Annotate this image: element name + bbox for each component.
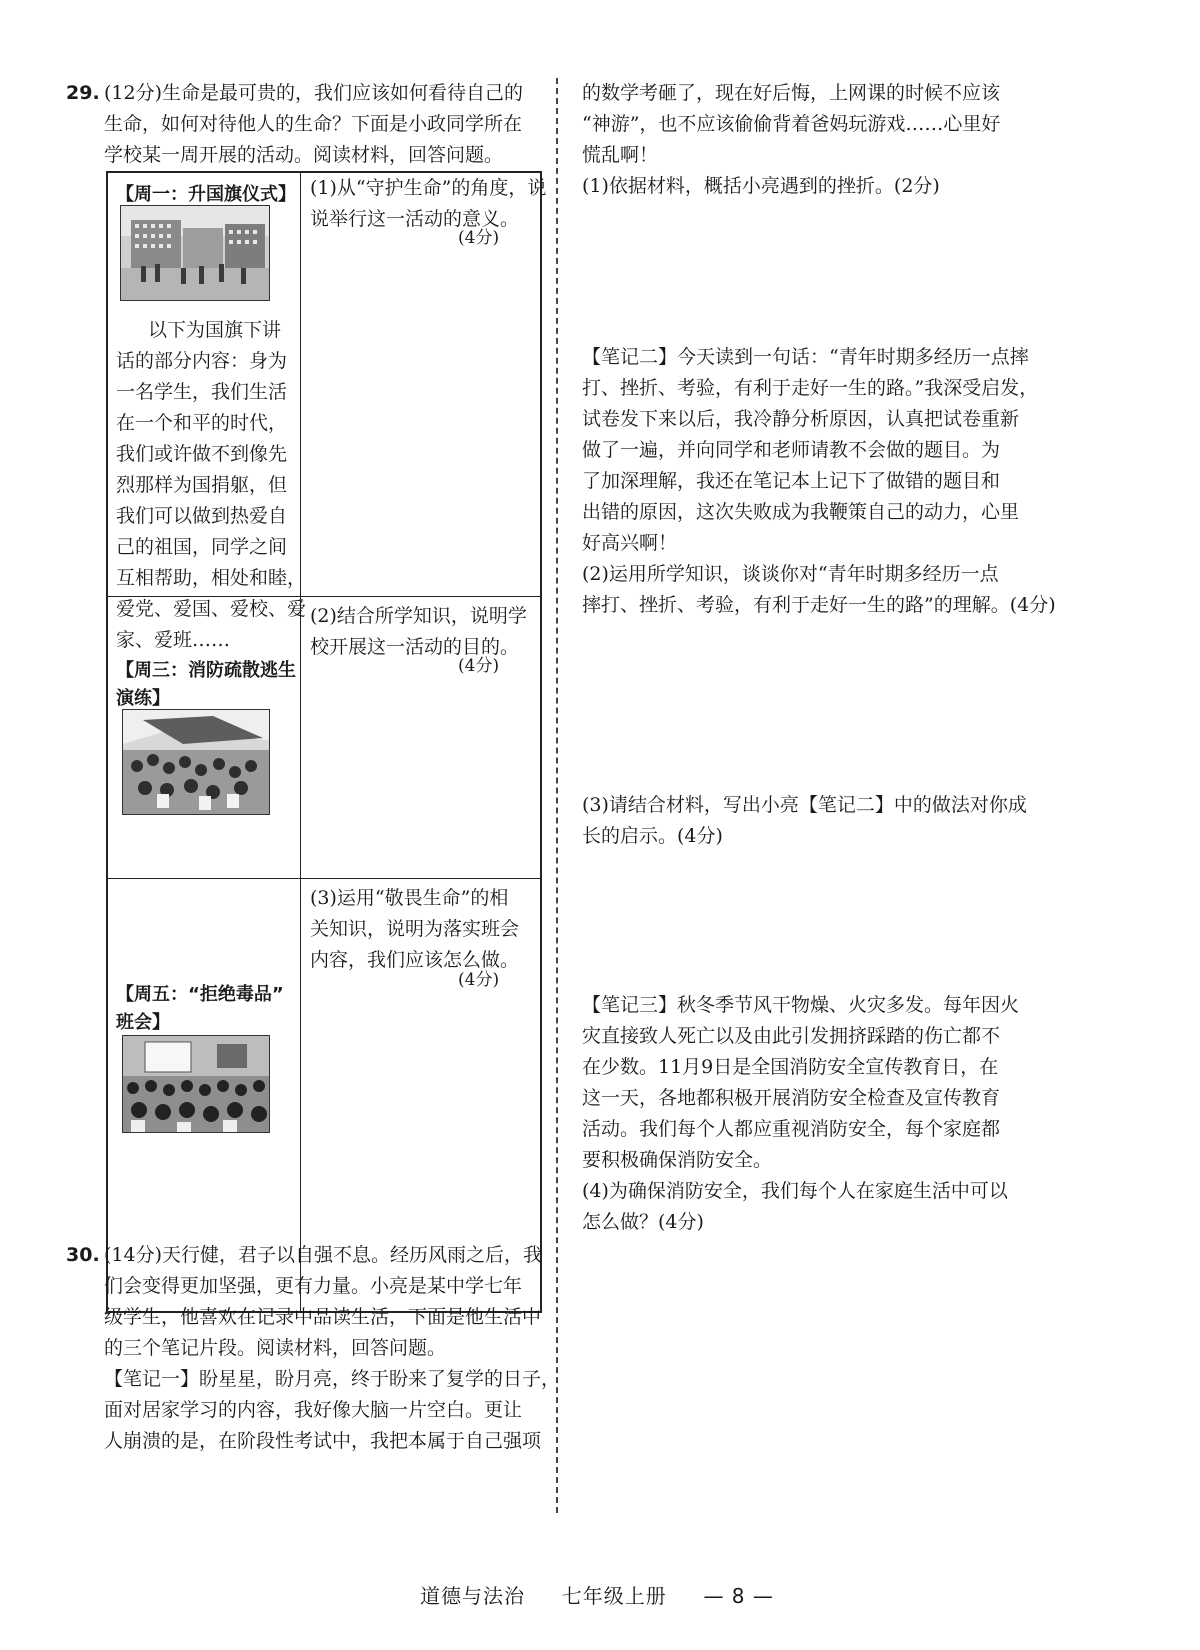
q29-intro-line-2: 生命，如何对待他人的生命？下面是小政同学所在 bbox=[104, 113, 523, 135]
subquestion-30-3-line: (3)请结合材料，写出小亮【笔记二】中的做法对你成 bbox=[582, 794, 1027, 816]
q29-intro-line-1: (12分)生命是最可贵的，我们应该如何看待自己的 bbox=[104, 82, 524, 104]
speech-text-line: 互相帮助，相处和睦， bbox=[116, 567, 307, 589]
footer-subject: 道德与法治 bbox=[420, 1584, 525, 1608]
wednesday-title-cont: 演练】 bbox=[116, 688, 170, 709]
question-number-30: 30. bbox=[66, 1244, 100, 1266]
note3-line: 灾直接致人死亡以及由此引发拥挤踩踏的伤亡都不 bbox=[582, 1025, 1001, 1047]
subquestion-30-3-line: 长的启示。(4分) bbox=[582, 825, 723, 847]
speech-text-line: 烈那样为国捐躯，但 bbox=[116, 474, 288, 496]
subquestion-2-line: (2)结合所学知识，说明学 bbox=[310, 605, 527, 627]
speech-text-line: 家、爱班…… bbox=[116, 629, 231, 651]
note1-continued-line: 慌乱啊！ bbox=[582, 144, 659, 166]
note3-line: 要积极确保消防安全。 bbox=[582, 1149, 773, 1171]
subquestion-3-points: (4分) bbox=[458, 970, 500, 990]
page-number: — 8 — bbox=[703, 1584, 774, 1608]
q30-intro-line: 级学生，他喜欢在记录中品读生活，下面是他生活中 bbox=[104, 1306, 542, 1328]
subquestion-1-points: (4分) bbox=[458, 228, 500, 248]
fire-drill-photo bbox=[122, 709, 270, 815]
question-number-29: 29. bbox=[66, 82, 100, 104]
monday-title: 【周一：升国旗仪式】 bbox=[116, 184, 296, 205]
table-column-divider bbox=[300, 173, 301, 1311]
subquestion-1-line: (1)从“守护生命”的角度，说 bbox=[310, 177, 547, 199]
note1-line: 人崩溃的是，在阶段性考试中，我把本属于自己强项 bbox=[104, 1430, 542, 1452]
friday-title-cont: 班会】 bbox=[116, 1012, 170, 1033]
subquestion-30-2-line: 摔打、挫折、考验，有利于走好一生的路”的理解。(4分) bbox=[582, 594, 1056, 616]
subquestion-2-line: 校开展这一活动的目的。 bbox=[310, 636, 520, 658]
note2-line: 做了一遍，并向同学和老师请教不会做的题目。为 bbox=[582, 439, 1001, 461]
subquestion-30-4-line: (4)为确保消防安全，我们每个人在家庭生活中可以 bbox=[582, 1180, 1008, 1202]
q30-intro-line: 们会变得更加坚强，更有力量。小亮是某中学七年 bbox=[104, 1275, 523, 1297]
speech-text-line: 一名学生，我们生活 bbox=[116, 381, 288, 403]
friday-title: 【周五：“拒绝毒品” bbox=[116, 984, 284, 1005]
activity-table bbox=[106, 171, 547, 1313]
speech-text-line: 在一个和平的时代， bbox=[116, 412, 288, 434]
note1-continued-line: 的数学考砸了，现在好后悔，上网课的时候不应该 bbox=[582, 82, 1001, 104]
subquestion-30-4-line: 怎么做？(4分) bbox=[582, 1211, 704, 1233]
note3-line: 活动。我们每个人都应重视消防安全，每个家庭都 bbox=[582, 1118, 1001, 1140]
note2-line: 试卷发下来以后，我冷静分析原因，认真把试卷重新 bbox=[582, 408, 1020, 430]
q30-intro-line: (14分)天行健，君子以自强不息。经历风雨之后，我 bbox=[104, 1244, 543, 1266]
note3-line: 【笔记三】秋冬季节风干物燥、火灾多发。每年因火 bbox=[582, 994, 1020, 1016]
q30-intro-line: 的三个笔记片段。阅读材料，回答问题。 bbox=[104, 1337, 447, 1359]
page-footer bbox=[420, 1580, 774, 1609]
column-divider bbox=[556, 78, 558, 1513]
note3-line: 这一天，各地都积极开展消防安全检查及宣传教育 bbox=[582, 1087, 1001, 1109]
note1-line: 面对居家学习的内容，我好像大脑一片空白。更让 bbox=[104, 1399, 523, 1421]
subquestion-3-line: 关知识，说明为落实班会 bbox=[310, 918, 520, 940]
speech-text-line: 我们可以做到热爱自 bbox=[116, 505, 288, 527]
subquestion-3-line: (3)运用“敬畏生命”的相 bbox=[310, 887, 509, 909]
note2-line: 了加深理解，我还在笔记本上记下了做错的题目和 bbox=[582, 470, 1001, 492]
subquestion-30-1: (1)依据材料，概括小亮遇到的挫折。(2分) bbox=[582, 175, 940, 197]
note2-line: 【笔记二】今天读到一句话：“青年时期多经历一点摔 bbox=[582, 346, 1029, 368]
class-meeting-photo bbox=[122, 1035, 270, 1133]
subquestion-30-2-line: (2)运用所学知识，谈谈你对“青年时期多经历一点 bbox=[582, 563, 999, 585]
table-row-divider bbox=[108, 878, 540, 879]
flag-ceremony-photo bbox=[120, 205, 270, 301]
note1-continued-line: “神游”，也不应该偷偷背着爸妈玩游戏……心里好 bbox=[582, 113, 1001, 135]
note2-line: 打、挫折、考验，有利于走好一生的路。”我深受启发， bbox=[582, 377, 1039, 399]
subquestion-1-line: 说举行这一活动的意义。 bbox=[310, 208, 520, 230]
note2-line: 好高兴啊！ bbox=[582, 532, 678, 554]
q29-intro-line-3: 学校某一周开展的活动。阅读材料，回答问题。 bbox=[104, 144, 504, 166]
speech-text-line: 以下为国旗下讲 bbox=[148, 319, 282, 341]
note1-line: 【笔记一】盼星星，盼月亮，终于盼来了复学的日子， bbox=[104, 1368, 561, 1390]
speech-text-line: 话的部分内容：身为 bbox=[116, 350, 288, 372]
note2-line: 出错的原因，这次失败成为我鞭策自己的动力，心里 bbox=[582, 501, 1020, 523]
speech-text-line: 己的祖国，同学之间 bbox=[116, 536, 288, 558]
note3-line: 在少数。11月9日是全国消防安全宣传教育日，在 bbox=[582, 1056, 999, 1078]
footer-grade: 七年级上册 bbox=[561, 1584, 667, 1608]
wednesday-title: 【周三：消防疏散逃生 bbox=[116, 660, 296, 681]
speech-text-line: 爱党、爱国、爱校、爱 bbox=[116, 598, 307, 620]
subquestion-3-line: 内容，我们应该怎么做。 bbox=[310, 949, 520, 971]
speech-text-line: 我们或许做不到像先 bbox=[116, 443, 288, 465]
subquestion-2-points: (4分) bbox=[458, 656, 500, 676]
